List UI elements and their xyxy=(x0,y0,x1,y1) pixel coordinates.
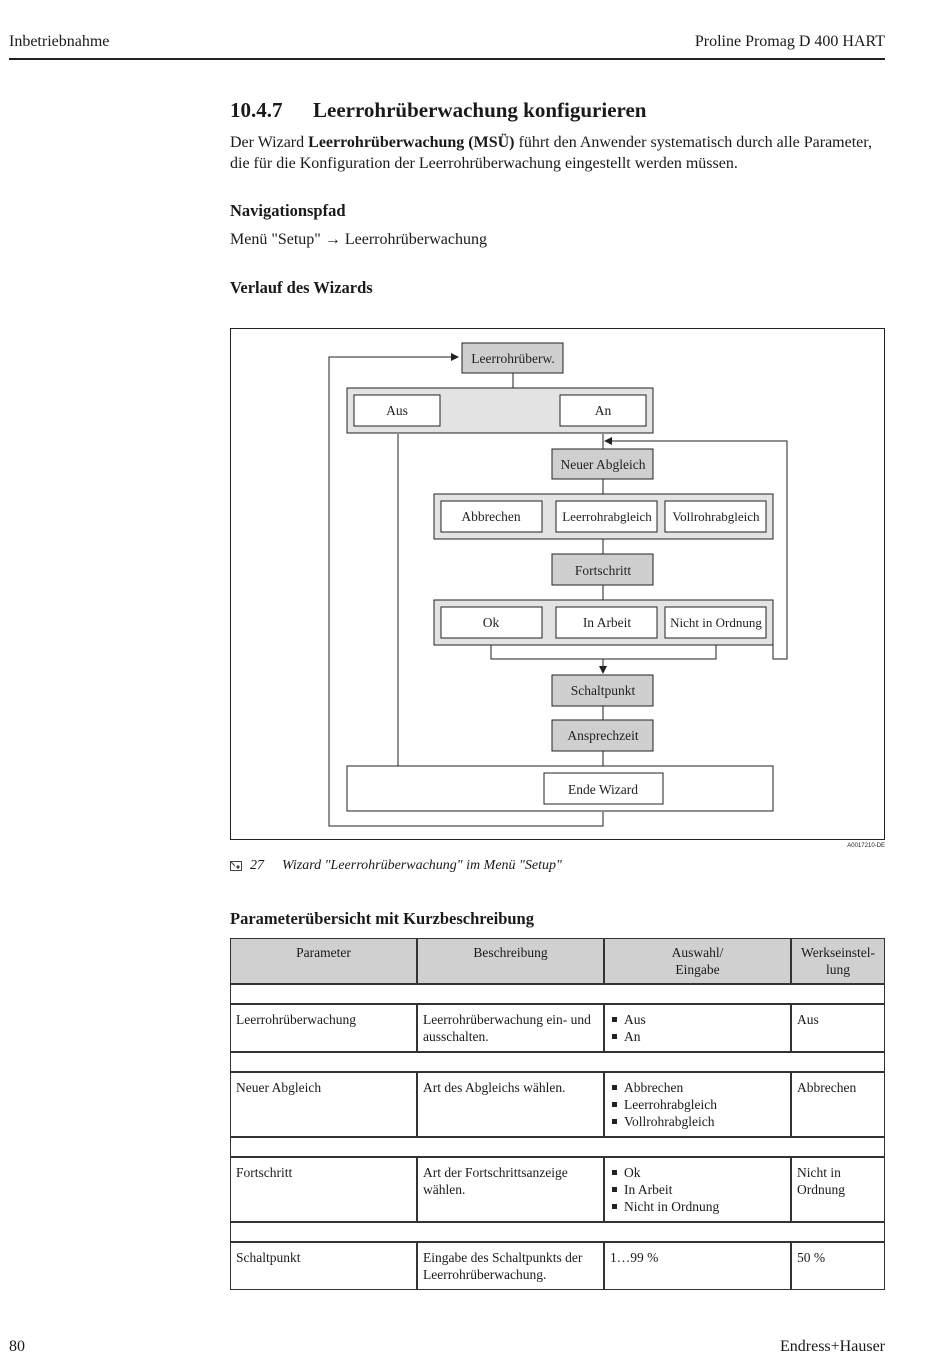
nav-target: Leerrohrüberwachung xyxy=(344,231,487,248)
cell-auswahl xyxy=(604,1072,791,1137)
label-leerrohr: Leerrohrüberw. xyxy=(471,351,555,366)
cell-parameter: Schaltpunkt xyxy=(230,1242,417,1290)
label-abbrechen: Abbrechen xyxy=(461,509,521,524)
nav-arrow-icon: → xyxy=(324,231,341,248)
list-item: Ok xyxy=(610,1164,785,1181)
col-auswahl: Auswahl/ Eingabe xyxy=(604,938,791,984)
label-ansprechzeit: Ansprechzeit xyxy=(567,728,639,743)
label-vollrohrabgleich: Vollrohrabgleich xyxy=(672,509,760,524)
label-neuer-abgleich: Neuer Abgleich xyxy=(560,457,646,472)
label-leerrohrabgleich: Leerrohrabgleich xyxy=(562,509,652,524)
header-rule xyxy=(9,58,885,60)
label-an: An xyxy=(594,403,612,418)
col-parameter: Parameter xyxy=(230,938,417,984)
table-header-row xyxy=(230,938,885,984)
cell-beschreibung: Leerrohrüberwachung ein- und ausschalten. xyxy=(417,1004,604,1052)
label-fortschritt: Fortschritt xyxy=(574,563,632,578)
table-row xyxy=(230,1242,885,1290)
section-number: 10.4.7 xyxy=(230,98,283,122)
cell-werk: 50 % xyxy=(791,1242,885,1290)
label-ende-wizard: Ende Wizard xyxy=(567,782,639,797)
wizard-heading: Verlauf des Wizards xyxy=(230,278,373,297)
parameter-table xyxy=(230,938,885,1290)
col-werk: Werkseinstel- lung xyxy=(791,938,885,984)
footer-brand: Endress+Hauser xyxy=(780,1338,885,1355)
table-row xyxy=(230,1072,885,1137)
figure-id: A0017210-DE xyxy=(847,843,885,849)
label-schaltpunkt: Schaltpunkt xyxy=(570,683,636,698)
cell-beschreibung: Art der Fortschrittsanzeige wählen. xyxy=(417,1157,604,1222)
nav-menu: Menü "Setup" xyxy=(230,231,321,248)
label-nicht-in-ordnung: Nicht in Ordnung xyxy=(670,615,762,630)
list-item: Nicht in Ordnung xyxy=(610,1198,785,1215)
wizard-flowchart xyxy=(230,328,885,840)
label-aus: Aus xyxy=(386,403,408,418)
cell-parameter: Fortschritt xyxy=(230,1157,417,1222)
cell-auswahl xyxy=(604,1157,791,1222)
cell-parameter: Leerrohrüberwachung xyxy=(230,1004,417,1052)
cell-werk: Aus xyxy=(791,1004,885,1052)
cell-beschreibung: Art des Abgleichs wählen. xyxy=(417,1072,604,1137)
list-item: In Arbeit xyxy=(610,1181,785,1198)
intro-bold: Leerrohrüberwachung (MSÜ) xyxy=(308,134,515,151)
section-title-text: Leerrohrüberwachung konfigurieren xyxy=(313,98,647,122)
col-beschreibung: Beschreibung xyxy=(417,938,604,984)
intro-prefix: Der Wizard xyxy=(230,134,309,151)
navigation-path xyxy=(230,231,487,249)
table-row xyxy=(230,1157,885,1222)
cell-parameter: Neuer Abgleich xyxy=(230,1072,417,1137)
list-item: Aus xyxy=(610,1011,785,1028)
intro-rest: führt den Anwender systematisch durch alle Parameter, die für die Konfiguration der Leerrohrüberwachung eingestellt werden müssen. xyxy=(230,134,872,172)
list-item: Leerrohrabgleich xyxy=(610,1096,785,1113)
label-ok: Ok xyxy=(482,615,500,630)
header-product: Proline Promag D 400 HART xyxy=(694,33,885,50)
list-item: Vollrohrabgleich xyxy=(610,1113,785,1130)
footer-page-number: 80 xyxy=(9,1338,25,1355)
list-item: Abbrechen xyxy=(610,1079,785,1096)
header-chapter: Inbetriebnahme xyxy=(9,33,110,50)
caption-text: Wizard "Leerrohrüberwachung" im Menü "Setup" xyxy=(282,858,562,873)
figure-caption-icon xyxy=(230,861,242,871)
list-item: An xyxy=(610,1028,785,1045)
cell-auswahl xyxy=(604,1004,791,1052)
caption-number: 27 xyxy=(250,858,264,873)
navigation-heading: Navigationspfad xyxy=(230,201,346,220)
cell-werk: Abbrechen xyxy=(791,1072,885,1137)
cell-werk: Nicht in Ordnung xyxy=(791,1157,885,1222)
cell-auswahl: 1…99 % xyxy=(604,1242,791,1290)
section-title xyxy=(230,98,646,123)
cell-beschreibung: Eingabe des Schaltpunkts der Leerrohrüberwachung. xyxy=(417,1242,604,1290)
parameters-heading: Parameterübersicht mit Kurzbeschreibung xyxy=(230,909,534,928)
section-intro xyxy=(230,132,880,174)
table-row xyxy=(230,1004,885,1052)
label-in-arbeit: In Arbeit xyxy=(582,615,632,630)
figure-caption xyxy=(246,858,562,874)
